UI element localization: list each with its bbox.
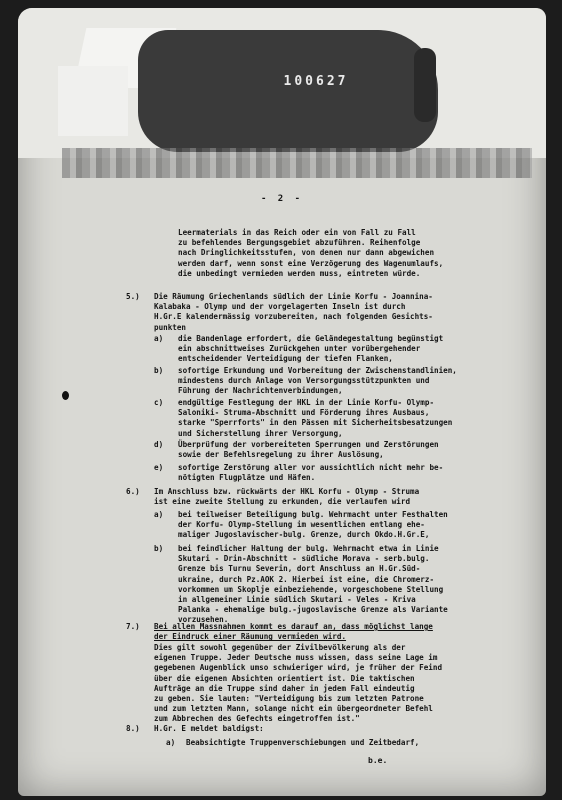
stamp-number: 100627: [283, 74, 349, 89]
section-8-text: H.Gr. E meldet baldigst:: [154, 724, 264, 733]
section-number: 6.): [126, 487, 140, 496]
intro-paragraph: Leermaterials in das Reich oder ein von Fall zu Fall zu befehlendes Bergungsgebiet abzuführen. Reihenfolge nach Dringlichkeitsstufen, von denen nur dann abgewichen werden darf, wenn sonst eine Verzögerung des Wagenumlaufs, die unbedingt vermieden werden muss, eintreten würde.: [178, 228, 444, 278]
item-label: a): [154, 334, 164, 343]
document-body: [18, 8, 546, 796]
list-item: Beabsichtigte Truppenverschiebungen und Zeitbedarf,: [186, 738, 420, 747]
list-item: Überprüfung der vorbereiteten Sperrungen und Zerstörungen sowie der Befehlsregelung zu ihrer Auslösung,: [178, 440, 439, 460]
item-label: a): [166, 738, 176, 747]
section-number: 8.): [126, 724, 140, 733]
list-item: sofortige Erkundung und Vorbereitung der Zwischenstandlinien, mindestens durch Anlage von Versorgungsstützpunkten und Führung der Nachrichtenverbindungen,: [178, 366, 457, 396]
item-label: b): [154, 366, 164, 375]
list-item: endgültige Festlegung der HKL in der Linie Korfu- Olymp- Saloniki- Struma-Abschnitt und Förderung ihres Ausbaus, starke "Sperrforts" in den Pässen mit Sicherheitsbesatzungen und Sicherstellung ihrer Versorgung,: [178, 398, 453, 438]
continuation-mark: b.e.: [368, 756, 388, 765]
item-label: c): [154, 398, 164, 407]
section-7-lead: Bei allen Massnahmen kommt es darauf an, dass möglichst lange der Eindruck einer Räumung vermieden wird.: [154, 622, 433, 642]
document-page: [18, 8, 546, 796]
section-number: 5.): [126, 292, 140, 301]
list-item: die Bandenlage erfordert, die Geländegestaltung begünstigt ein abschnittweises Zurückgehen unter vorübergehender entscheidender Verteidigung der tiefen Flanken,: [178, 334, 444, 364]
section-number: 7.): [126, 622, 140, 631]
page-number: - 2 -: [260, 194, 304, 204]
section-7-text: Dies gilt sowohl gegenüber der Zivilbevölkerung als der eigenen Truppe. Jeder Deutsche muss wissen, dass seine Lage im gegebenen Augenblick umso schwieriger wird, je früher der Feind über die eigenen Absichten orientiert ist. Die taktischen Aufträge an die Truppe sind daher in jedem Fall eindeutig zu geben. Sie lauten: "Verteidigung bis zum letzten Patrone und zum letzten Mann, solange nicht ein übergeordneter Befehl zum Abbrechen des Gefechts eingetroffen ist.": [154, 643, 443, 724]
item-label: d): [154, 440, 164, 449]
item-label: e): [154, 463, 164, 472]
item-label: b): [154, 544, 164, 553]
item-label: a): [154, 510, 164, 519]
list-item: bei teilweiser Beteiligung bulg. Wehrmacht unter Festhalten der Korfu- Olymp-Stellung im wesentlichen entlang ehe- maliger Jugoslavischer-bulg. Grenze, durch Okdo.H.Gr.E,: [178, 510, 448, 540]
list-item: sofortige Zerstörung aller vor aussichtlich nicht mehr be- nötigten Flugplätze und Häfen.: [178, 463, 444, 483]
section-5-text: Die Räumung Griechenlands südlich der Linie Korfu - Joannina- Kalabaka - Olymp und der vorgelagerten Inseln ist durch H.Gr.E kalendermässig vorzubereiten, nach folgenden Gesichts- punkten: [154, 292, 433, 332]
section-6-text: Im Anschluss bzw. rückwärts der HKL Korfu - Olymp - Struma ist eine zweite Stellung zu erkunden, die verlaufen wird: [154, 487, 420, 507]
list-item: bei feindlicher Haltung der bulg. Wehrmacht etwa in Linie Skutari - Drin-Abschnitt - südliche Morava - serb.bulg. Grenze bis Turnu Severin, dort Anschluss an H.Gr.Süd- ukraine, durch Pz.AOK 2. Hierbei ist eine, die Chromerz- vorkommen um Skoplje einbeziehende, vorgeschobene Stellung in allgemeiner Linie südlich Skutari - Veles - Kriva Palanka - ehemalige bulg.-jugoslavische Grenze als Variante vorzusehen.: [178, 544, 448, 625]
